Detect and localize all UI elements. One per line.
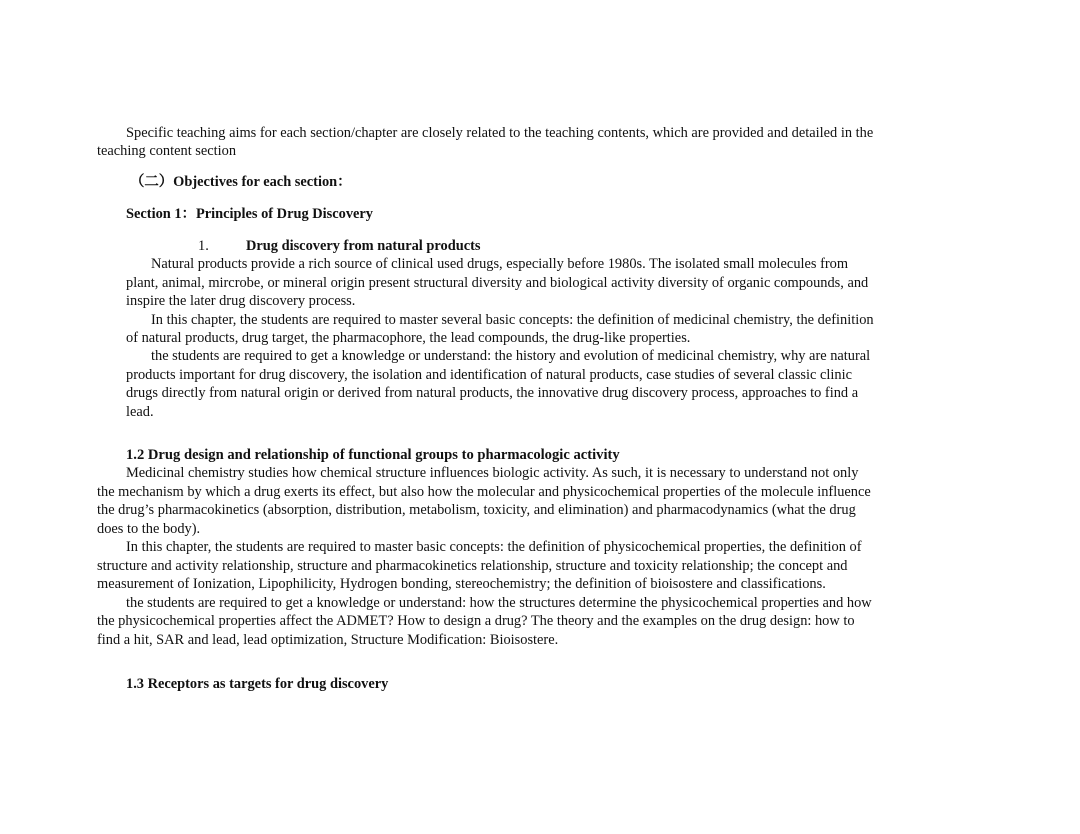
sub2-para2-line-1: In this chapter, the students are required to master basic concepts: the definition of physicochemical properties, the definition of — [126, 539, 862, 555]
sub2-para2-line-2: structure and activity relationship, structure and pharmacokinetics relationship, structure and toxicity relationship; the concept and — [97, 558, 848, 574]
subsection-3-title: 1.3 Receptors as targets for drug discovery — [126, 676, 389, 692]
sub2-para2-line-3: measurement of Ionization, Lipophilicity, Hydrogen bonding, stereochemistry; the definition of bioisostere and classifications. — [97, 576, 826, 592]
sub2-para3-line-2: the physicochemical properties affect the ADMET? How to design a drug? The theory and the examples on the drug design: how to — [97, 613, 855, 629]
section-1-heading: Section 1：Principles of Drug Discovery — [126, 206, 374, 222]
objectives-heading: （二）Objectives for each section： — [130, 174, 352, 190]
sub1-para2-line-1: In this chapter, the students are required to master several basic concepts: the definition of medicinal chemistry, the definition — [151, 312, 874, 328]
sub2-para1-line-1: Medicinal chemistry studies how chemical structure influences biologic activity. As such, it is necessary to understand not only — [126, 465, 859, 481]
subsection-1-title: Drug discovery from natural products — [246, 238, 481, 254]
sub1-para1-line-3: inspire the later drug discovery process. — [126, 293, 356, 309]
sub1-para1-line-1: Natural products provide a rich source of clinical used drugs, especially before 1980s. The isolated small molecules from — [151, 256, 849, 272]
sub2-para1-line-3: the drug’s pharmacokinetics (absorption, distribution, metabolism, toxicity, and elimination) and pharmacodynamics (what the drug — [97, 502, 856, 518]
subsection-1-number: 1. — [198, 238, 209, 254]
sub1-para3-line-4: lead. — [126, 404, 154, 420]
subsection-2-title: 1.2 Drug design and relationship of functional groups to pharmacologic activity — [126, 447, 620, 463]
sub1-para3-line-3: drugs directly from natural origin or derived from natural products, the innovative drug discovery process, approaches to find a — [126, 385, 859, 401]
sub1-para1-line-2: plant, animal, mircrobe, or mineral origin present structural diversity and biological activity diversity of organic compounds, and — [126, 275, 869, 291]
intro-line-1: Specific teaching aims for each section/chapter are closely related to the teaching contents, which are provided and detailed in the — [126, 125, 874, 141]
sub1-para3-line-1: the students are required to get a knowledge or understand: the history and evolution of medicinal chemistry, why are natural — [151, 348, 871, 364]
intro-line-2: teaching content section — [97, 143, 237, 159]
sub2-para1-line-2: the mechanism by which a drug exerts its effect, but also how the molecular and physicochemical properties of the molecule influence — [97, 484, 871, 500]
sub2-para1-line-4: does to the body). — [97, 521, 201, 537]
sub1-para2-line-2: of natural products, drug target, the pharmacophore, the lead compounds, the drug-like properties. — [126, 330, 691, 346]
sub2-para3-line-1: the students are required to get a knowledge or understand: how the structures determine the physicochemical properties and how — [126, 595, 872, 611]
sub2-para3-line-3: find a hit, SAR and lead, lead optimization, Structure Modification: Bioisostere. — [97, 632, 559, 648]
sub1-para3-line-2: products important for drug discovery, the isolation and identification of natural products, case studies of several classic clinic — [126, 367, 852, 383]
